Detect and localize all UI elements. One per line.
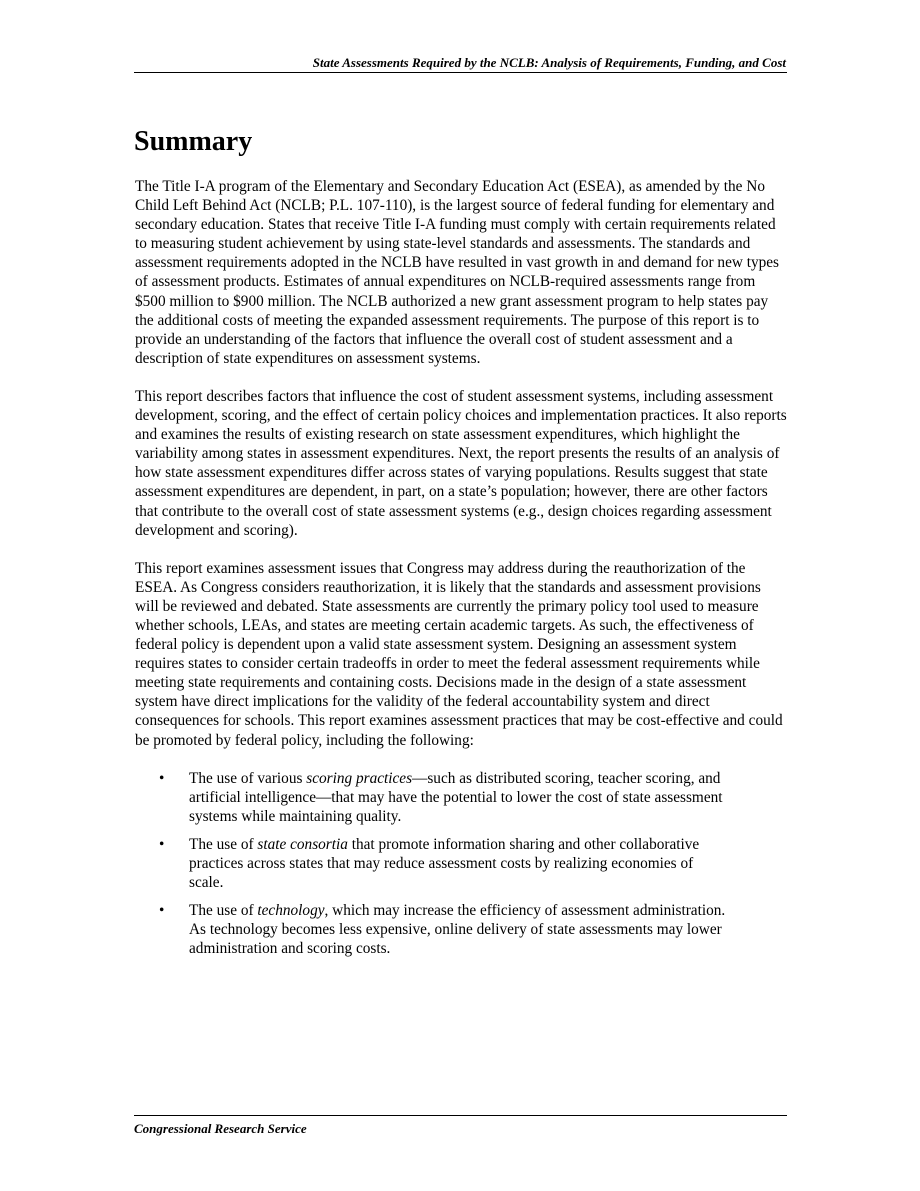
bullet-emphasis: technology bbox=[257, 902, 325, 920]
paragraph-3: This report examines assessment issues that Congress may address during the reauthorization of the ESEA. As Congress considers reauthorization, it is likely that the standards and assessment provisions will be reviewed and debated. State assessments are currently the primary policy tool used to measure whether schools, LEAs, and states are meeting certain academic targets. As such, the effectiveness of federal policy is dependent upon a valid state assessment system. Designing an assessment system requires states to consider certain tradeoffs in order to meet the federal assessment requirements while meeting state requirements and containing costs. Decisions made in the design of a state assessment system have direct implications for the validity of the federal accountability system and direct consequences for schools. This report examines assessment practices that may be cost-effective and could be promoted by federal policy, including the following: bbox=[135, 559, 783, 749]
paragraph-1: The Title I-A program of the Elementary and Secondary Education Act (ESEA), as amended by the No Child Left Behind Act (NCLB; P.L. 107-110), is the largest source of federal funding for elementary and secondary education. States that receive Title I-A funding must comply with certain requirements related to measuring student achievement by using state-level standards and assessments. The standards and assessment requirements adopted in the NCLB have resulted in vast growth in and demand for new types of assessment products. Estimates of annual expenditures on NCLB-required assessments range from $500 million to $900 million. The NCLB authorized a new grant assessment program to help states pay the additional costs of meeting the expanded assessment requirements. The purpose of this report is to provide an understanding of the factors that influence the overall cost of student assessment and a description of state expenditures on assessment systems. bbox=[135, 178, 780, 367]
bullet-text-after: —such as distributed scoring, teacher scoring, and artificial intelligence—that may have the potential to lower the cost of state assessment systems while maintaining quality. bbox=[189, 769, 723, 825]
footer-text: Congressional Research Service bbox=[134, 1121, 307, 1136]
bullet-icon: • bbox=[159, 835, 165, 853]
bullet-text-after: , which may increase the efficiency of assessment administration. As technology becomes less expensive, online delivery of state assessments may lower administration and scoring costs. bbox=[189, 902, 726, 958]
bullet-item-technology bbox=[135, 901, 787, 958]
bullet-text-before: The use of bbox=[189, 902, 258, 920]
running-header: State Assessments Required by the NCLB: Analysis of Requirements, Funding, and Cost bbox=[312, 55, 786, 70]
bullet-icon: • bbox=[159, 902, 165, 920]
bullet-emphasis: state consortia bbox=[257, 835, 348, 853]
bullet-list bbox=[135, 769, 787, 959]
header-rule bbox=[134, 72, 787, 73]
summary-body bbox=[135, 177, 787, 967]
bullet-item-state-consortia bbox=[135, 835, 787, 892]
bullet-item-scoring-practices bbox=[135, 769, 787, 826]
bullet-text-before: The use of various bbox=[189, 769, 307, 787]
bullet-emphasis: scoring practices bbox=[306, 769, 413, 787]
bullet-text-after: that promote information sharing and other collaborative practices across states that may reduce assessment costs by realizing economies of scale. bbox=[189, 835, 700, 892]
section-title: Summary bbox=[134, 126, 253, 157]
bullet-icon: • bbox=[159, 769, 165, 787]
paragraph-2: This report describes factors that influence the cost of student assessment systems, including assessment development, scoring, and the effect of certain policy choices and implementation practices. It also reports and examines the results of existing research on state assessment expenditures, which highlight the variability among states in assessment expenditures. Next, the report presents the results of an analysis of how state assessment expenditures differ across states of varying populations. Results suggest that state assessment expenditures are dependent, in part, on a state’s population; however, there are other factors that contribute to the overall cost of state assessment systems (e.g., design choices regarding assessment development and scoring). bbox=[135, 387, 787, 539]
bullet-text-before: The use of bbox=[189, 835, 258, 853]
footer-rule bbox=[134, 1115, 787, 1116]
